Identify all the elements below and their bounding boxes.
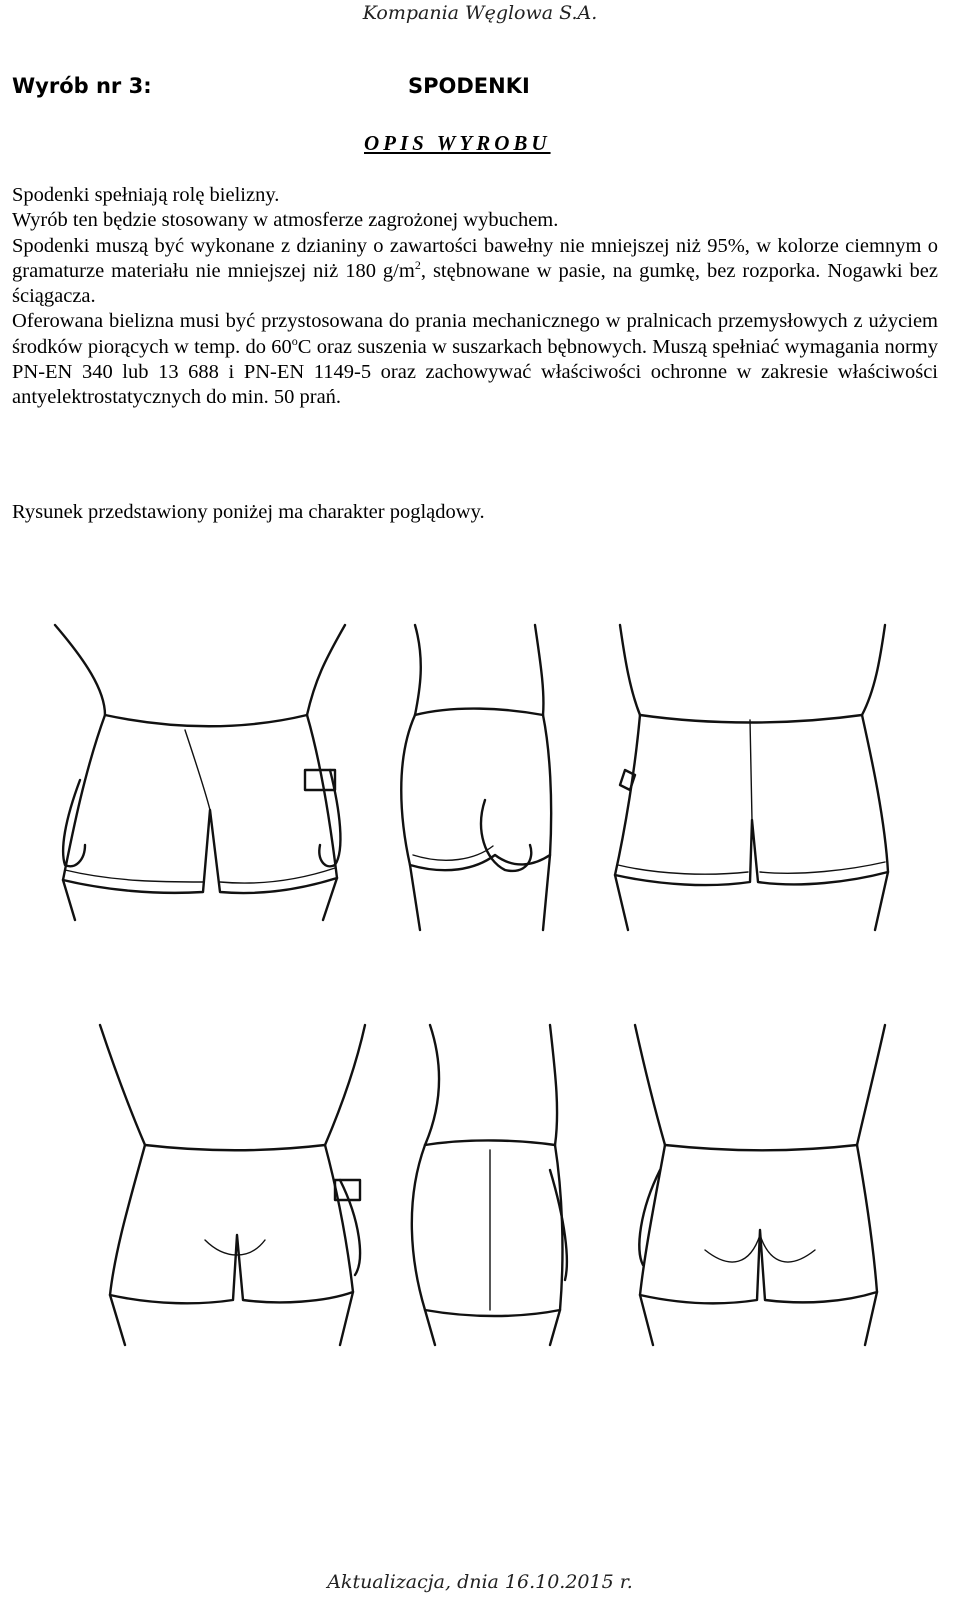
shorts-front-view-drawing-2 bbox=[85, 1020, 385, 1350]
product-name: SPODENKI bbox=[408, 74, 530, 98]
description-line-1: Spodenki spełniają rolę bielizny. bbox=[12, 184, 280, 206]
description-paragraph-material bbox=[12, 234, 938, 310]
figure-note: Rysunek przedstawiony poniżej ma charakter poglądowy. bbox=[12, 501, 485, 523]
description-block bbox=[12, 183, 938, 411]
para3-text: Oferowana bielizna musi być przystosowana do prania mechanicznego w pralnicach przemysłowych z użyciem środków piorących w temp. do 60 bbox=[12, 310, 938, 358]
product-number-label: Wyrób nr 3: bbox=[12, 74, 152, 98]
shorts-side-view-drawing bbox=[375, 620, 575, 950]
description-paragraph-washing bbox=[12, 309, 938, 410]
figure-note-block bbox=[12, 500, 938, 525]
shorts-back-view-drawing-2 bbox=[615, 1020, 905, 1350]
shorts-side-view-drawing-2 bbox=[390, 1020, 590, 1350]
para3-superscript: o bbox=[291, 333, 298, 348]
shorts-back-view-drawing bbox=[600, 620, 900, 950]
para3-text-end: C oraz suszenia w suszarkach bębnowych. Muszą spełniać wymagania normy PN-EN 340 lub 13 688 i PN-EN 1149-5 oraz zachowywać właściwości ochronne w zakresie właściwości antyelektrostatycznych do min. 50 prań. bbox=[12, 335, 938, 409]
para2-text-end: , stębnowane w pasie, na gumkę, bez rozporka. Nogawki bez ściągacza. bbox=[12, 259, 938, 308]
para2-superscript: 2 bbox=[414, 258, 421, 273]
company-header: Kompania Węglowa S.A. bbox=[362, 2, 598, 24]
footer-update-date: Aktualizacja, dnia 16.10.2015 r. bbox=[327, 1571, 633, 1593]
shorts-front-view-drawing bbox=[45, 620, 365, 950]
para2-text: Spodenki muszą być wykonane z dzianiny o zawartości bawełny nie mniejszej niż 95%, w kolorze ciemnym o gramaturze materiału nie mniejszej niż 180 g/m bbox=[12, 234, 938, 282]
description-line-2: Wyrób ten będzie stosowany w atmosferze zagrożonej wybuchem. bbox=[12, 209, 559, 232]
section-title: OPIS WYROBU bbox=[364, 131, 551, 155]
